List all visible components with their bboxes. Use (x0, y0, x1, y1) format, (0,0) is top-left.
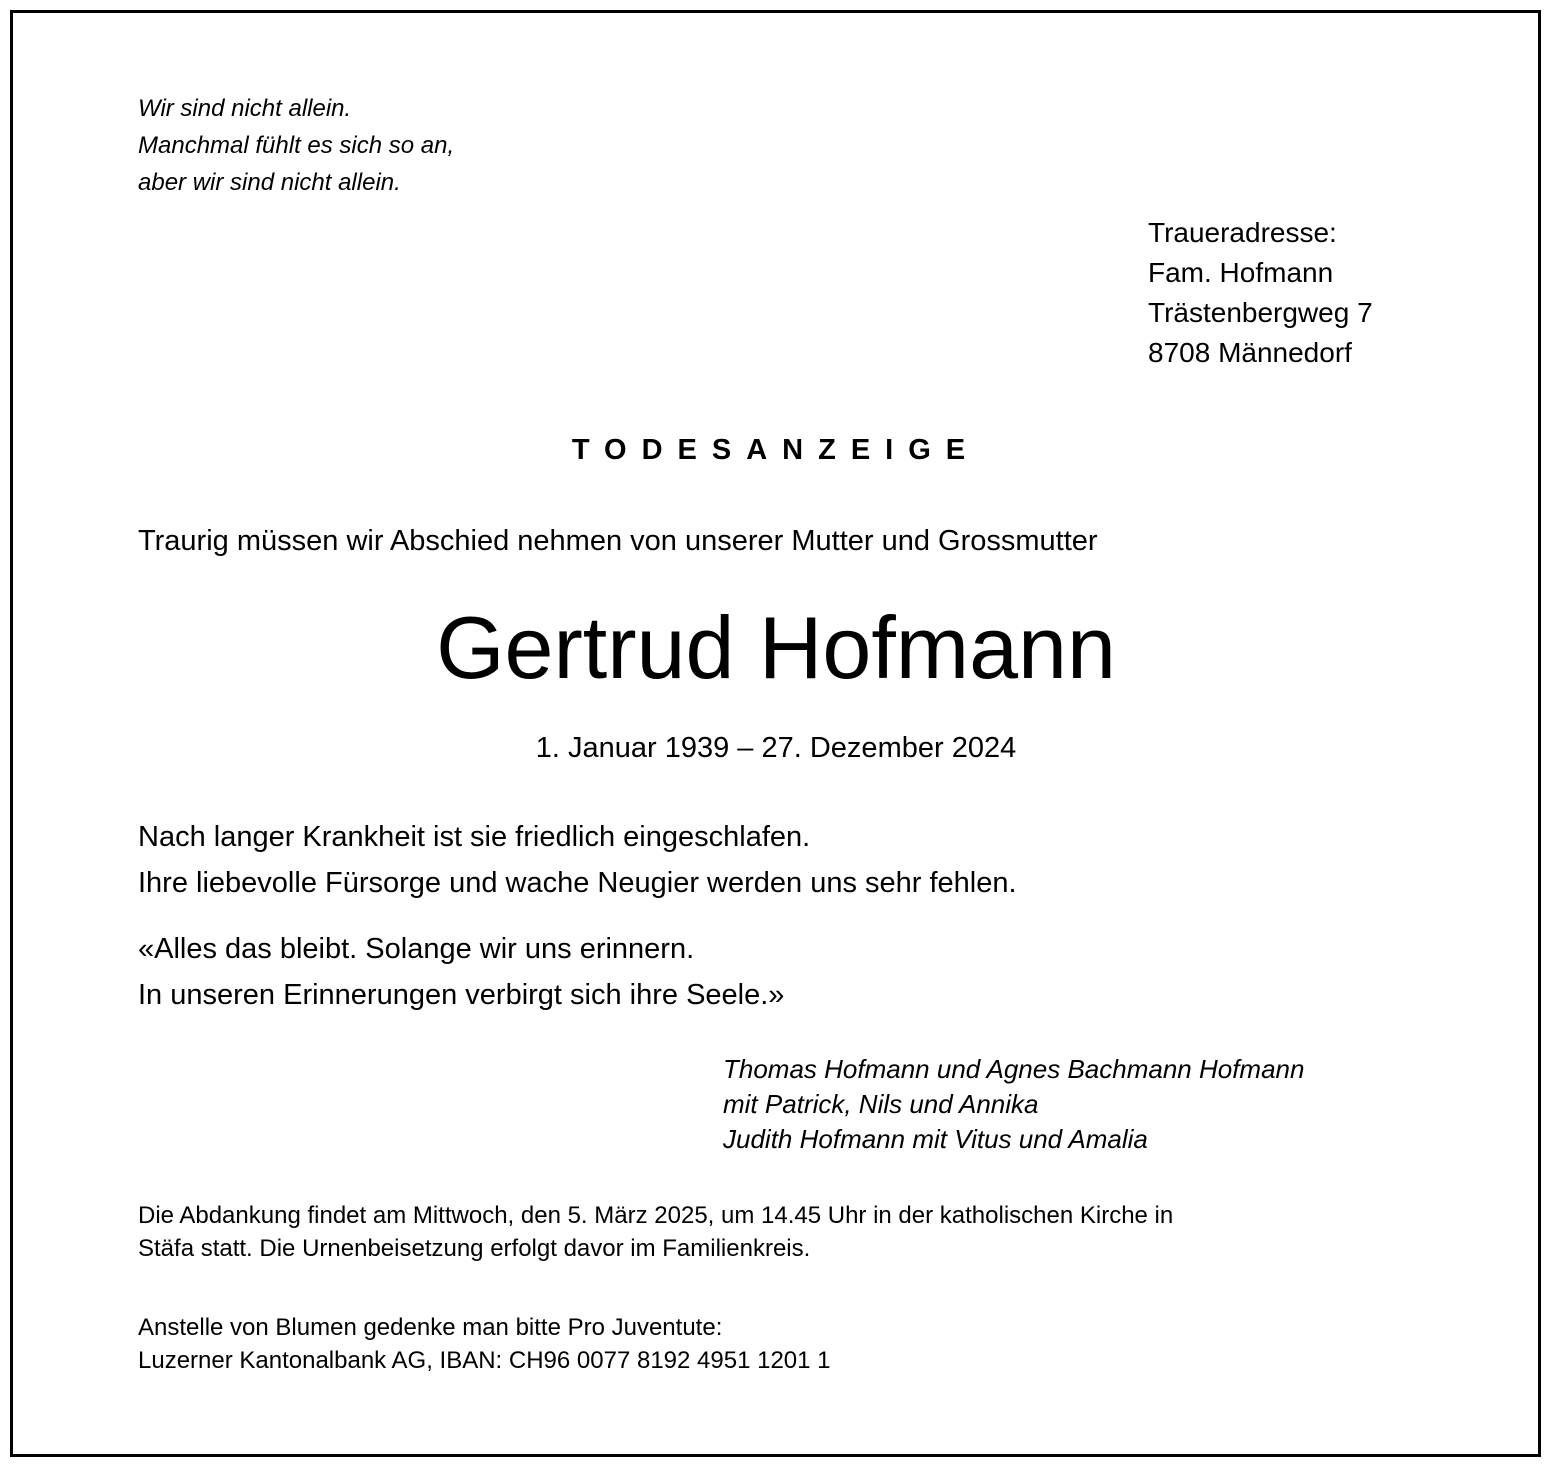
motto-line: Manchmal fühlt es sich so an, (138, 132, 455, 159)
life-dates: 1. Januar 1939 – 27. Dezember 2024 (535, 732, 1017, 764)
notice-heading: TODESANZEIGE (571, 434, 981, 466)
intro-text: Traurig müssen wir Abschied nehmen von unserer Mutter und Grossmutter (138, 525, 1098, 557)
address-city: 8708 Männedorf (1148, 337, 1352, 368)
deceased-name: Gertrud Hofmann (436, 598, 1116, 697)
donation-info (138, 1311, 831, 1377)
family-line: Judith Hofmann mit Vitus und Amalia (723, 1124, 1148, 1154)
ceremony-line: Die Abdankung findet am Mittwoch, den 5. März 2025, um 14.45 Uhr in der katholischen Kirche in (138, 1202, 1174, 1229)
ceremony-info (138, 1199, 1173, 1265)
motto-poem (138, 90, 454, 201)
quote-line: «Alles das bleibt. Solange wir uns erinnern. (138, 933, 695, 965)
message-line: Nach langer Krankheit ist sie friedlich eingeschlafen. (138, 821, 811, 853)
address-street: Trästenbergweg 7 (1148, 297, 1373, 328)
quote-line: In unseren Erinnerungen verbirgt sich ihre Seele.» (138, 979, 785, 1011)
donation-line: Luzerner Kantonalbank AG, IBAN: CH96 0077 8192 4951 1201 1 (138, 1347, 831, 1374)
address-label: Traueradresse: (1148, 217, 1337, 248)
motto-line: Wir sind nicht allein. (138, 95, 352, 122)
ceremony-line: Stäfa statt. Die Urnenbeisetzung erfolgt davor im Familienkreis. (138, 1235, 811, 1262)
donation-line: Anstelle von Blumen gedenke man bitte Pro Juventute: (138, 1314, 723, 1341)
motto-line: aber wir sind nicht allein. (138, 169, 401, 196)
memorial-quote (138, 926, 784, 1018)
address-family: Fam. Hofmann (1148, 257, 1334, 288)
bereaved-family (723, 1052, 1304, 1157)
message-line: Ihre liebevolle Fürsorge und wache Neugier werden uns sehr fehlen. (138, 867, 1017, 899)
mourning-address (1148, 213, 1373, 373)
farewell-message (138, 814, 1017, 906)
family-line: Thomas Hofmann und Agnes Bachmann Hofmann (723, 1054, 1305, 1084)
family-line: mit Patrick, Nils und Annika (723, 1089, 1039, 1119)
